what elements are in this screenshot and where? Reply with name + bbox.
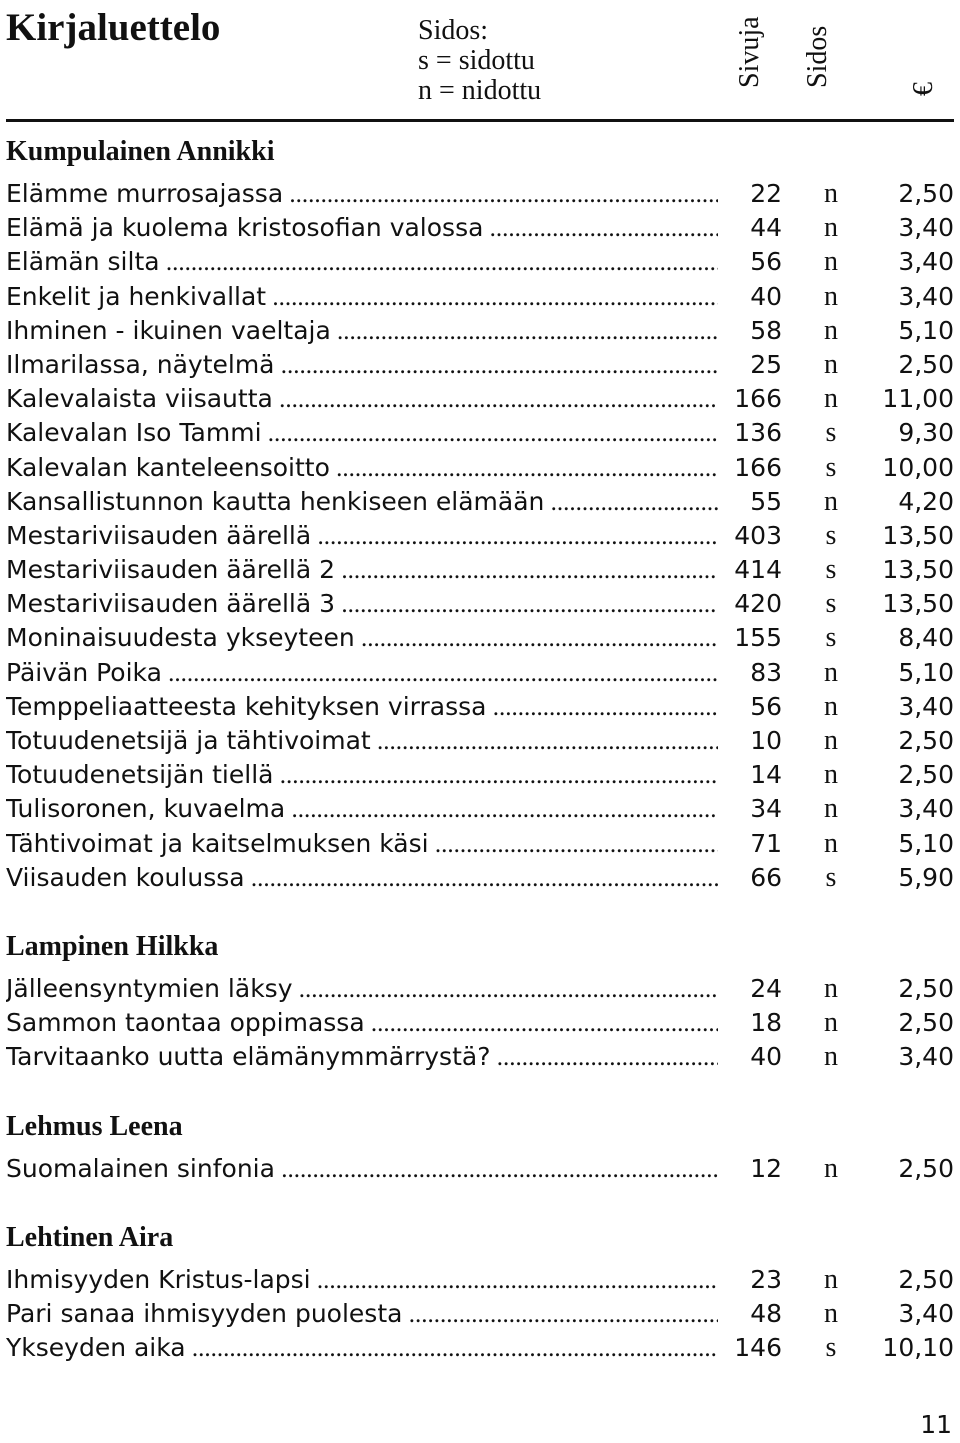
column-header-binding: Sidos <box>802 25 833 88</box>
book-pages: 22 <box>750 179 782 208</box>
book-title: Totuudenetsijä ja tähtivoimat ..... <box>6 724 718 759</box>
book-title: Ilmarilassa, näytelmä ..... <box>6 348 718 383</box>
book-price: 5,10 <box>898 828 954 858</box>
book-pages: 58 <box>750 315 782 345</box>
book-price: 3,40 <box>898 247 954 277</box>
book-binding: n <box>824 656 838 688</box>
book-title: Elämän silta ..... <box>6 245 718 280</box>
author-heading: Lampinen Hilkka <box>6 930 219 962</box>
book-binding: n <box>824 314 838 346</box>
book-row <box>6 792 954 826</box>
book-title: Ihmisyyden Kristus-lapsi ..... <box>6 1263 718 1298</box>
book-row <box>6 758 954 792</box>
book-row <box>6 1297 954 1331</box>
book-binding: n <box>824 690 838 722</box>
book-title: Temppeliaatteesta kehityksen virrassa ..... <box>6 690 718 725</box>
book-title: Tulisoronen, kuvaelma ..... <box>6 792 718 827</box>
book-price: 4,20 <box>898 486 954 516</box>
book-price: 3,40 <box>898 281 954 311</box>
book-price: 2,50 <box>898 349 954 379</box>
book-pages: 24 <box>750 973 782 1003</box>
column-header-price: € <box>908 82 939 96</box>
book-binding: n <box>824 1041 838 1073</box>
book-row <box>6 416 954 450</box>
author-heading: Kumpulainen Annikki <box>6 136 275 167</box>
book-pages: 403 <box>734 520 782 550</box>
book-pages: 55 <box>750 486 782 516</box>
legend-title: Sidos: <box>418 15 489 46</box>
page-number: 11 <box>920 1410 952 1439</box>
book-price: 3,40 <box>898 1042 954 1072</box>
author-heading: Lehmus Leena <box>6 1110 183 1142</box>
book-pages: 25 <box>750 349 782 379</box>
book-binding: n <box>824 1007 838 1039</box>
book-pages: 414 <box>734 555 782 585</box>
book-row <box>6 177 954 211</box>
book-pages: 34 <box>750 794 782 824</box>
book-row <box>6 724 954 758</box>
book-binding: n <box>824 485 838 517</box>
book-binding: s <box>825 861 837 893</box>
book-title: Kalevalan Iso Tammi ..... <box>6 416 718 451</box>
book-price: 3,40 <box>898 1298 954 1328</box>
author-section <box>6 1221 954 1366</box>
book-row <box>6 1263 954 1297</box>
book-binding: n <box>824 280 838 312</box>
header-divider <box>6 119 954 122</box>
book-row <box>6 861 954 895</box>
book-row <box>6 348 954 382</box>
book-row <box>6 382 954 416</box>
book-row <box>6 314 954 348</box>
book-binding: s <box>825 622 837 654</box>
book-row <box>6 621 954 655</box>
book-pages: 166 <box>734 452 782 482</box>
book-title: Mestariviisauden äärellä 2 ..... <box>6 553 718 588</box>
book-binding: n <box>824 246 838 278</box>
book-row <box>6 245 954 279</box>
book-pages: 18 <box>750 1008 782 1038</box>
book-binding: n <box>824 212 838 244</box>
author-section <box>6 1110 954 1186</box>
book-pages: 14 <box>750 760 782 790</box>
book-price: 3,40 <box>898 213 954 243</box>
book-title: Mestariviisauden äärellä 3 ..... <box>6 587 718 622</box>
book-binding: s <box>825 451 837 483</box>
book-title: Mestariviisauden äärellä ..... <box>6 519 718 554</box>
book-pages: 56 <box>750 691 782 721</box>
book-price: 9,30 <box>898 418 954 448</box>
book-binding: s <box>825 554 837 586</box>
book-title: Viisauden koulussa ..... <box>6 861 718 896</box>
book-pages: 166 <box>734 384 782 414</box>
book-pages: 23 <box>750 1264 782 1294</box>
legend-bound: s = sidottu <box>418 45 535 76</box>
book-price: 2,50 <box>898 1264 954 1294</box>
book-title: Sammon taontaa oppimassa ..... <box>6 1006 718 1041</box>
legend-unbound: n = nidottu <box>418 75 542 106</box>
column-header-pages: Sivuja <box>734 16 765 88</box>
book-price: 13,50 <box>882 520 954 550</box>
book-title: Ihminen - ikuinen vaeltaja ..... <box>6 314 718 349</box>
book-row <box>6 485 954 519</box>
book-title: Ykseyden aika ..... <box>6 1331 718 1366</box>
book-binding: s <box>825 1332 837 1364</box>
book-pages: 155 <box>734 623 782 653</box>
book-binding: s <box>825 519 837 551</box>
book-price: 2,50 <box>898 179 954 208</box>
book-title: Tarvitaanko uutta elämänymmärrystä? ..... <box>6 1040 718 1075</box>
book-row <box>6 553 954 587</box>
book-row <box>6 1040 954 1074</box>
book-price: 3,40 <box>898 794 954 824</box>
book-binding: n <box>824 759 838 791</box>
book-title: Kansallistunnon kautta henkiseen elämään ..... <box>6 485 718 520</box>
book-price: 11,00 <box>882 384 954 414</box>
author-heading: Lehtinen Aira <box>6 1221 174 1253</box>
book-price: 5,10 <box>898 657 954 687</box>
book-price: 5,90 <box>898 862 954 892</box>
author-section <box>6 135 954 895</box>
book-binding: n <box>824 383 838 415</box>
book-price: 10,00 <box>882 452 954 482</box>
book-binding: s <box>825 417 837 449</box>
book-binding: n <box>824 1297 838 1329</box>
book-pages: 10 <box>750 726 782 755</box>
book-price: 5,10 <box>898 315 954 345</box>
book-pages: 146 <box>734 1333 782 1363</box>
book-row <box>6 1006 954 1040</box>
book-row <box>6 690 954 724</box>
book-price: 3,40 <box>898 691 954 721</box>
book-title: Moninaisuudesta ykseyteen ..... <box>6 621 718 656</box>
book-price: 13,50 <box>882 555 954 585</box>
book-row <box>6 972 954 1006</box>
book-binding: n <box>824 827 838 859</box>
book-title: Pari sanaa ihmisyyden puolesta ..... <box>6 1297 718 1332</box>
book-binding: n <box>824 348 838 380</box>
book-title: Kalevalaista viisautta ..... <box>6 382 718 417</box>
book-binding: n <box>824 178 838 209</box>
book-pages: 56 <box>750 247 782 277</box>
book-title: Päivän Poika ..... <box>6 656 718 691</box>
book-binding: n <box>824 725 838 756</box>
book-binding: s <box>825 588 837 620</box>
book-price: 2,50 <box>898 1153 954 1183</box>
book-title: Totuudenetsijän tiellä ..... <box>6 758 718 793</box>
book-pages: 71 <box>750 828 782 858</box>
book-row <box>6 587 954 621</box>
book-pages: 40 <box>750 281 782 311</box>
book-pages: 420 <box>734 589 782 619</box>
binding-legend <box>418 16 541 106</box>
book-row <box>6 1152 954 1186</box>
book-row <box>6 280 954 314</box>
book-binding: n <box>824 1152 838 1184</box>
book-pages: 66 <box>750 862 782 892</box>
book-price: 2,50 <box>898 760 954 790</box>
book-catalog <box>6 135 954 1400</box>
book-row <box>6 827 954 861</box>
book-price: 8,40 <box>898 623 954 653</box>
book-binding: n <box>824 793 838 825</box>
book-price: 2,50 <box>898 1008 954 1038</box>
book-pages: 136 <box>734 418 782 448</box>
book-price: 10,10 <box>882 1333 954 1363</box>
page-title: Kirjaluettelo <box>6 6 221 49</box>
book-pages: 44 <box>750 213 782 243</box>
book-pages: 40 <box>750 1042 782 1072</box>
book-price: 13,50 <box>882 589 954 619</box>
book-pages: 48 <box>750 1298 782 1328</box>
book-row <box>6 451 954 485</box>
book-title: Enkelit ja henkivallat ..... <box>6 280 718 315</box>
book-price: 2,50 <box>898 973 954 1003</box>
book-title: Kalevalan kanteleensoitto ..... <box>6 451 718 486</box>
book-row <box>6 656 954 690</box>
book-row <box>6 519 954 553</box>
book-binding: n <box>824 972 838 1004</box>
book-row <box>6 211 954 245</box>
book-title: Elämme murrosajassa ..... <box>6 177 718 212</box>
book-title: Elämä ja kuolema kristosofian valossa ..... <box>6 211 718 246</box>
book-pages: 83 <box>750 657 782 687</box>
book-row <box>6 1331 954 1365</box>
book-title: Tähtivoimat ja kaitselmuksen käsi ..... <box>6 827 718 862</box>
book-title: Jälleensyntymien läksy ..... <box>6 972 718 1007</box>
book-price: 2,50 <box>898 726 954 755</box>
author-section <box>6 930 954 1075</box>
book-title: Suomalainen sinfonia ..... <box>6 1152 718 1187</box>
book-binding: n <box>824 1263 838 1295</box>
book-pages: 12 <box>750 1153 782 1183</box>
